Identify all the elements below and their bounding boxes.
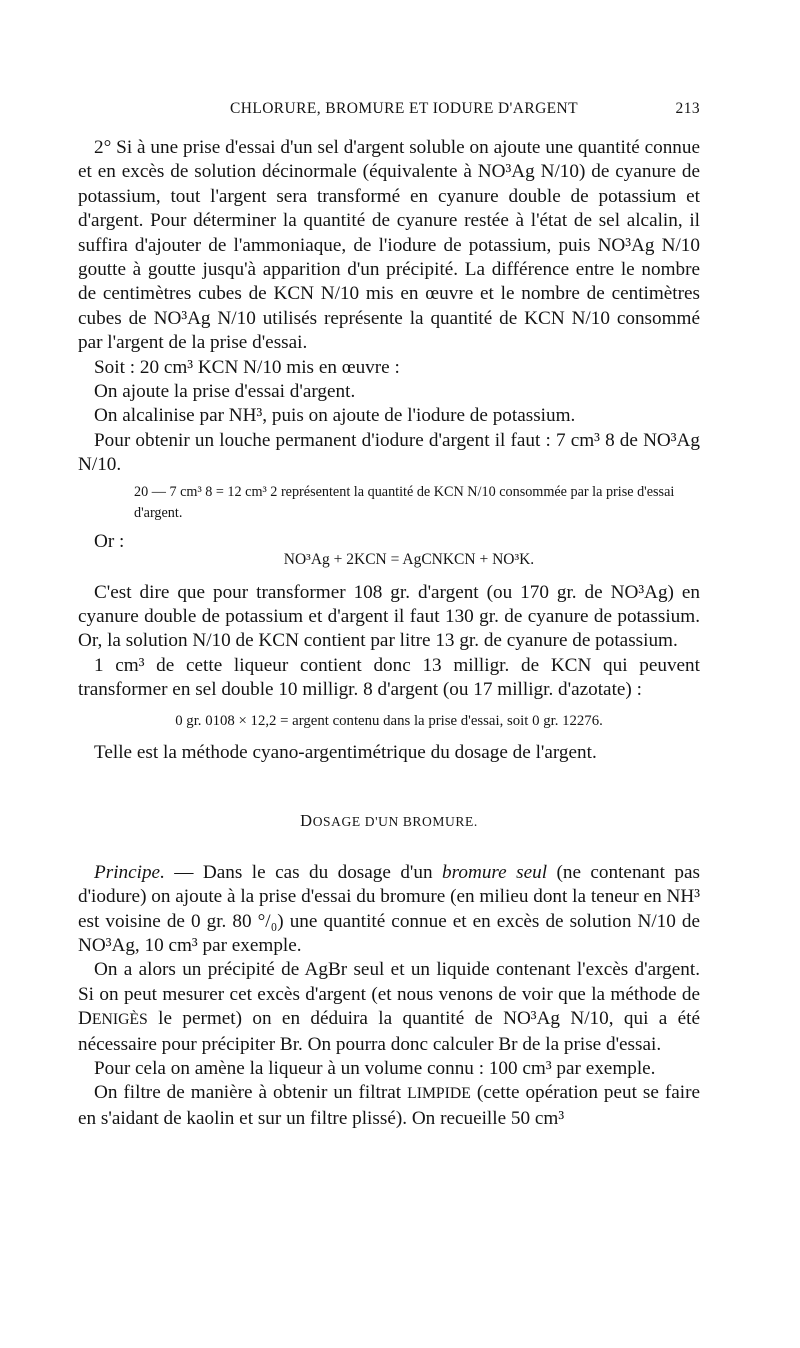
paragraph-4: On alcalinise par NH³, puis on ajoute de l'iodure de potassium. [94,405,576,427]
chemical-equation: NO³Ag + 2KCN = AgCNKCN + NO³K. [283,551,535,569]
paragraph-12 [78,1081,700,1131]
paragraph-10 [78,958,700,1057]
paragraph-12-part-a: On filtre de manière à obtenir un filtrat [94,1082,408,1104]
page-body [78,136,700,1131]
paragraph-6: C'est dire que pour transformer 108 gr. d'argent (ou 170 gr. de NO³Ag) en cyanure double de potassium et d'argent il faut 130 gr. de cyanure de potassium. Or, la solution N/10 de KCN contient par litre 13 gr. de cyanure de potassium. [78,581,700,652]
bromure-seul-emphasis: bromure seul [442,861,548,883]
paragraph-10-part-a: On a alors un précipité de AgBr seul et un liquide contenant l'excès d'argent. Si on peut mesurer cet excès d'argent (et nous venons de voir que la méthode de [78,959,700,1005]
paragraph-8: Telle est la méthode cyano-argentimétrique du dosage de l'argent. [94,741,597,763]
paragraph-11: Pour cela on amène la liqueur à un volume connu : 100 cm³ par exemple. [94,1058,656,1079]
paragraph-5: Pour obtenir un louche permanent d'iodure d'argent il faut : 7 cm³ 8 de NO³Ag N/10. [78,429,700,476]
paragraph-9-part-a: — Dans le cas du dosage d'un [164,861,443,883]
running-title: CHLORURE, BROMURE ET IODURE D'ARGENT [230,100,579,117]
paragraph-3: On ajoute la prise d'essai d'argent. [94,381,356,403]
paragraph-12-part-b: (cette opération peut se faire en s'aidant de kaolin et sur un filtre plissé). On recueille 50 cm³ [78,1082,700,1129]
paragraph-9-part-b: (ne contenant pas d'iodure) on ajoute à la prise d'essai du bromure (en milieu dont la teneur en NH³ est voisine de 0 gr. 80 °/₀) une quantité connue et en excès de solution N/10 de NO³Ag, 10 cm³ par exemple. [78,861,700,956]
note-computation: 20 — 7 cm³ 8 = 12 cm³ 2 représentent la quantité de KCN N/10 consommée par la prise d'essai d'argent. [134,483,675,521]
paragraph-7: 1 cm³ de cette liqueur contient donc 13 milligr. de KCN qui peuvent transformer en sel double 10 milligr. 8 d'argent (ou 17 milligr. d'azotate) : [78,654,700,701]
paragraph-9 [78,861,700,959]
section-title-initial: D [300,811,313,831]
limpide-smallcaps: LIMPIDE [407,1085,471,1103]
author-name-rest: ENIGÈS [91,1011,148,1029]
principe-lead: Principe. [94,861,165,883]
or-label: Or : [94,530,125,552]
paragraph-10-part-b: le permet) on en déduira la quantité de NO³Ag N/10, qui a été nécessaire pour précipiter Br. On pourra donc calculer Br de la prise d'essai. [78,1008,700,1055]
author-name-initial: D [78,1008,92,1030]
section-title-rest: OSAGE D'UN BROMURE. [312,814,478,830]
paragraph-2: Soit : 20 cm³ KCN N/10 mis en œuvre : [94,356,400,378]
section-title [78,809,700,834]
page-number: 213 [675,100,700,117]
paragraph-1: 2° Si à une prise d'essai d'un sel d'argent soluble on ajoute une quantité connue et en excès de solution décinormale (équivalente à NO³Ag N/10) de cyanure de potassium, tout l'argent sera transformé en cyanure double de potassium et d'argent. Pour déterminer la quantité de cyanure restée à l'état de sel alcalin, il suffira d'ajouter de l'ammoniaque, de l'iodure de potassium, puis NO³Ag N/10 goutte à goutte jusqu'à apparition d'un précipité. La différence entre le nombre de centimètres cubes de KCN N/10 mis en œuvre et le nombre de centimètres cubes de NO³Ag N/10 utilisés représente la quantité de KCN N/10 consommé par l'argent de la prise d'essai. [78,137,700,354]
calculation-line: 0 gr. 0108 × 12,2 = argent contenu dans la prise d'essai, soit 0 gr. 12276. [175,712,603,729]
